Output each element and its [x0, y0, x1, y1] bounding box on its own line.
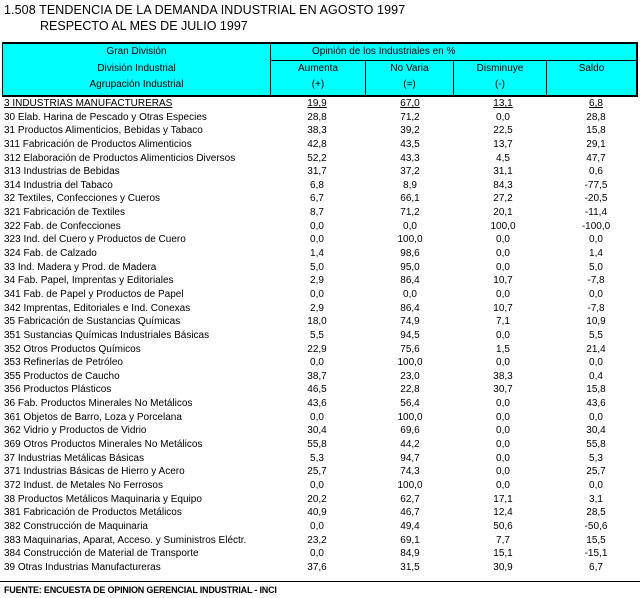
table-body	[0, 97, 640, 574]
cell-no-varia: 75,6	[400, 343, 420, 355]
table-row-total	[0, 97, 640, 111]
table-row	[0, 274, 640, 288]
row-name: 3 INDUSTRIAS MANUFACTURERAS	[4, 98, 173, 109]
cell-disminuye: 4,5	[496, 152, 510, 164]
cell-disminuye: 50,6	[493, 520, 513, 532]
row-name: 312 Elaboración de Productos Alimenticios Diversos	[4, 152, 236, 164]
cell-aumenta: 30,4	[307, 425, 327, 437]
cell-no-varia: 69,6	[400, 425, 420, 437]
cell-saldo: 0,6	[589, 166, 603, 178]
cell-no-varia: 23,0	[400, 370, 420, 382]
cell-saldo: 15,8	[586, 125, 606, 137]
table-row	[0, 261, 640, 275]
cell-disminuye: 10,7	[493, 275, 513, 287]
table-row	[0, 506, 640, 520]
row-name: 33 Ind. Madera y Prod. de Madera	[4, 261, 157, 273]
cell-saldo: 47,7	[586, 152, 606, 164]
cell-saldo: 28,5	[586, 507, 606, 519]
cell-aumenta: 2,9	[310, 275, 324, 287]
table-row	[0, 192, 640, 206]
row-name: 356 Productos Plásticos	[4, 384, 112, 396]
cell-aumenta: 28,8	[307, 111, 327, 123]
cell-disminuye: 38,3	[493, 370, 513, 382]
cell-disminuye: 20,1	[493, 207, 513, 219]
cell-saldo: 21,4	[586, 343, 606, 355]
row-name: 314 Industria del Tabaco	[4, 179, 113, 191]
row-name: 369 Otros Productos Minerales No Metálicos	[4, 439, 203, 451]
cell-disminuye: 0,0	[496, 288, 510, 300]
row-name: 381 Fabricación de Productos Metálicos	[4, 507, 182, 519]
table-row	[0, 411, 640, 425]
row-name: 384 Construcción de Material de Transporte	[4, 548, 199, 560]
cell-aumenta: 20,2	[307, 493, 327, 505]
header-agrupacion-industrial: Agrupación Industrial	[89, 79, 184, 90]
cell-aumenta: 0,0	[310, 548, 324, 560]
cell-saldo: 10,9	[586, 316, 606, 328]
cell-saldo: -50,6	[584, 520, 608, 532]
row-name: 322 Fab. de Confecciones	[4, 220, 121, 232]
table-row	[0, 165, 640, 179]
table-row	[0, 138, 640, 152]
cell-no-varia: 31,5	[400, 561, 420, 573]
row-name: 39 Otras Industrias Manufactureras	[4, 561, 161, 573]
row-name: 383 Maquinarias, Aparat, Acceso. y Suministros Eléctr.	[4, 534, 247, 546]
cell-no-varia: 94,5	[400, 329, 420, 341]
table-row	[0, 288, 640, 302]
cell-saldo: -100,0	[581, 220, 611, 232]
cell-no-varia: 56,4	[400, 398, 420, 410]
cell-saldo: -7,8	[587, 275, 605, 287]
table-row	[0, 247, 640, 261]
cell-disminuye: 0,0	[496, 248, 510, 260]
cell-disminuye: 0,0	[496, 439, 510, 451]
cell-aumenta: 37,6	[307, 561, 327, 573]
cell-saldo: -15,1	[584, 548, 608, 560]
row-name: 321 Fabricación de Textiles	[4, 207, 125, 219]
cell-saldo: 0,0	[589, 288, 603, 300]
cell-aumenta: 40,9	[307, 507, 327, 519]
cell-disminuye: 30,7	[493, 384, 513, 396]
table-header	[2, 42, 638, 97]
row-name: 352 Otros Productos Químicos	[4, 343, 141, 355]
table-row	[0, 479, 640, 493]
cell-no-varia: 66,1	[400, 193, 420, 205]
footer-divider	[0, 581, 640, 582]
cell-no-varia: 62,7	[400, 493, 420, 505]
cell-saldo: 5,0	[589, 261, 603, 273]
header-aumenta: Aumenta	[297, 63, 339, 74]
table-row	[0, 561, 640, 575]
cell-no-varia: 94,7	[400, 452, 420, 464]
cell-disminuye: 0,0	[496, 234, 510, 246]
cell-aumenta: 18,0	[307, 316, 327, 328]
cell-no-varia: 100,0	[397, 234, 423, 246]
cell-aumenta: 38,7	[307, 370, 327, 382]
cell-saldo: -77,5	[584, 179, 608, 191]
cell-disminuye: 7,1	[496, 316, 510, 328]
cell-aumenta: 6,8	[310, 179, 324, 191]
table-row	[0, 356, 640, 370]
cell-aumenta: 6,7	[310, 193, 324, 205]
cell-no-varia: 86,4	[400, 275, 420, 287]
cell-aumenta: 2,9	[310, 302, 324, 314]
cell-saldo: 0,0	[589, 411, 603, 423]
cell-disminuye: 30,9	[493, 561, 513, 573]
table-row	[0, 383, 640, 397]
row-name: 324 Fab. de Calzado	[4, 248, 97, 260]
cell-disminuye: 0,0	[496, 398, 510, 410]
cell-aumenta: 52,2	[307, 152, 327, 164]
cell-disminuye: 10,7	[493, 302, 513, 314]
cell-saldo: 15,8	[586, 384, 606, 396]
row-name: 31 Productos Alimenticios, Bebidas y Tabaco	[4, 125, 203, 137]
cell-aumenta: 25,7	[307, 466, 327, 478]
cell-disminuye: 0,0	[496, 466, 510, 478]
cell-saldo: -20,5	[584, 193, 608, 205]
table-row	[0, 465, 640, 479]
row-name: 362 Vidrio y Productos de Vidrio	[4, 425, 147, 437]
row-name: 341 Fab. de Papel y Productos de Papel	[4, 288, 184, 300]
table-row	[0, 520, 640, 534]
table-title: 1.508 TENDENCIA DE LA DEMANDA INDUSTRIAL EN AGOSTO 1997	[4, 3, 406, 17]
cell-no-varia: 98,6	[400, 248, 420, 260]
cell-no-varia: 8,9	[403, 179, 417, 191]
table-row	[0, 111, 640, 125]
cell-disminuye: 84,3	[493, 179, 513, 191]
cell-saldo: 30,4	[586, 425, 606, 437]
cell-aumenta: 5,0	[310, 261, 324, 273]
cell-disminuye: 13,7	[493, 138, 513, 150]
table-row	[0, 370, 640, 384]
source-note: FUENTE: ENCUESTA DE OPINION GERENCIAL INDUSTRIAL - INCI	[4, 585, 277, 595]
cell-disminuye: 7,7	[496, 534, 510, 546]
cell-no-varia: 86,4	[400, 302, 420, 314]
cell-saldo: -11,4	[584, 207, 608, 219]
row-name: 382 Construcción de Maquinaria	[4, 520, 148, 532]
cell-aumenta: 1,4	[310, 248, 324, 260]
cell-saldo: 55,8	[586, 439, 606, 451]
cell-aumenta: 0,0	[310, 288, 324, 300]
row-name: 372 Indust. de Metales No Ferrosos	[4, 479, 163, 491]
row-name: 35 Fabricación de Sustancias Químicas	[4, 316, 181, 328]
cell-disminuye: 1,5	[496, 343, 510, 355]
cell-no-varia: 46,7	[400, 507, 420, 519]
header-aumenta-sign: (+)	[311, 79, 325, 90]
cell-disminuye: 0,0	[496, 425, 510, 437]
cell-no-varia: 67,0	[400, 98, 420, 109]
cell-saldo: 6,8	[589, 98, 603, 109]
row-name: 30 Elab. Harina de Pescado y Otras Especies	[4, 111, 207, 123]
cell-disminuye: 0,0	[496, 452, 510, 464]
cell-disminuye: 100,0	[490, 220, 516, 232]
cell-aumenta: 0,0	[310, 411, 324, 423]
cell-disminuye: 27,2	[493, 193, 513, 205]
cell-saldo: 0,0	[589, 479, 603, 491]
row-name: 371 Industrias Básicas de Hierro y Acero	[4, 466, 185, 478]
header-division-industrial: División Industrial	[97, 63, 176, 74]
cell-no-varia: 71,2	[400, 111, 420, 123]
row-name: 311 Fabricación de Productos Alimenticios	[4, 138, 192, 150]
cell-disminuye: 0,0	[496, 411, 510, 423]
cell-no-varia: 100,0	[397, 411, 423, 423]
table-row	[0, 329, 640, 343]
cell-no-varia: 43,3	[400, 152, 420, 164]
row-name: 38 Productos Metálicos Maquinaria y Equipo	[4, 493, 202, 505]
cell-no-varia: 22,8	[400, 384, 420, 396]
cell-aumenta: 31,7	[307, 166, 327, 178]
cell-aumenta: 0,0	[310, 357, 324, 369]
cell-no-varia: 43,5	[400, 138, 420, 150]
row-name: 323 Ind. del Cuero y Productos de Cuero	[4, 234, 186, 246]
cell-disminuye: 13,1	[493, 98, 513, 109]
cell-aumenta: 19,9	[307, 98, 327, 109]
cell-aumenta: 43,6	[307, 398, 327, 410]
cell-aumenta: 23,2	[307, 534, 327, 546]
table-row	[0, 302, 640, 316]
table-row	[0, 233, 640, 247]
cell-disminuye: 0,0	[496, 479, 510, 491]
cell-no-varia: 71,2	[400, 207, 420, 219]
row-name: 313 Industrias de Bebidas	[4, 166, 120, 178]
cell-saldo: 29,1	[586, 138, 606, 150]
table-row	[0, 452, 640, 466]
cell-saldo: 6,7	[589, 561, 603, 573]
header-saldo: Saldo	[578, 63, 605, 74]
table-row	[0, 179, 640, 193]
cell-no-varia: 100,0	[397, 357, 423, 369]
cell-disminuye: 0,0	[496, 261, 510, 273]
header-disminuye: Disminuye	[476, 63, 524, 74]
table-row	[0, 220, 640, 234]
cell-aumenta: 22,9	[307, 343, 327, 355]
cell-aumenta: 42,8	[307, 138, 327, 150]
row-name: 37 Industrias Metálicas Básicas	[4, 452, 145, 464]
header-disminuye-sign: (-)	[495, 79, 505, 90]
cell-saldo: 28,8	[586, 111, 606, 123]
table-row	[0, 424, 640, 438]
cell-aumenta: 0,0	[310, 479, 324, 491]
table-row	[0, 343, 640, 357]
cell-saldo: 0,0	[589, 357, 603, 369]
row-name: 353 Refinerías de Petróleo	[4, 357, 123, 369]
table-row	[0, 547, 640, 561]
row-name: 361 Objetos de Barro, Loza y Porcelana	[4, 411, 182, 423]
cell-no-varia: 0,0	[403, 288, 417, 300]
table-row	[0, 397, 640, 411]
cell-saldo: 0,4	[589, 370, 603, 382]
cell-no-varia: 37,2	[400, 166, 420, 178]
table-row	[0, 206, 640, 220]
cell-aumenta: 0,0	[310, 220, 324, 232]
row-name: 36 Fab. Productos Minerales No Metálicos	[4, 398, 193, 410]
header-group-opinion: Opinión de los Industriales en %	[312, 46, 456, 57]
cell-no-varia: 74,9	[400, 316, 420, 328]
cell-aumenta: 5,5	[310, 329, 324, 341]
cell-saldo: 1,4	[589, 248, 603, 260]
cell-aumenta: 46,5	[307, 384, 327, 396]
row-name: 342 Imprentas, Editoriales e Ind. Conexas	[4, 302, 191, 314]
cell-no-varia: 100,0	[397, 479, 423, 491]
cell-disminuye: 0,0	[496, 111, 510, 123]
cell-disminuye: 17,1	[493, 493, 513, 505]
cell-aumenta: 38,3	[307, 125, 327, 137]
cell-saldo: 43,6	[586, 398, 606, 410]
cell-no-varia: 49,4	[400, 520, 420, 532]
table-row	[0, 152, 640, 166]
cell-saldo: 5,3	[589, 452, 603, 464]
cell-saldo: 25,7	[586, 466, 606, 478]
cell-aumenta: 8,7	[310, 207, 324, 219]
cell-saldo: -7,8	[587, 302, 605, 314]
row-name: 355 Productos de Caucho	[4, 370, 120, 382]
table-row	[0, 315, 640, 329]
cell-no-varia: 74,3	[400, 466, 420, 478]
cell-saldo: 15,5	[586, 534, 606, 546]
header-no-varia-sign: (=)	[403, 79, 416, 90]
cell-no-varia: 39,2	[400, 125, 420, 137]
cell-aumenta: 55,8	[307, 439, 327, 451]
row-name: 34 Fab. Papel, Imprentas y Editoriales	[4, 275, 174, 287]
cell-disminuye: 15,1	[493, 548, 513, 560]
cell-aumenta: 0,0	[310, 520, 324, 532]
table-row	[0, 438, 640, 452]
header-gran-division: Gran División	[106, 46, 167, 57]
cell-saldo: 0,0	[589, 234, 603, 246]
cell-aumenta: 0,0	[310, 234, 324, 246]
cell-disminuye: 0,0	[496, 357, 510, 369]
cell-disminuye: 0,0	[496, 329, 510, 341]
table-row	[0, 124, 640, 138]
cell-disminuye: 31,1	[493, 166, 513, 178]
cell-no-varia: 69,1	[400, 534, 420, 546]
cell-saldo: 5,5	[589, 329, 603, 341]
cell-no-varia: 95,0	[400, 261, 420, 273]
row-name: 351 Sustancias Químicas Industriales Básicas	[4, 329, 210, 341]
cell-disminuye: 22,5	[493, 125, 513, 137]
cell-no-varia: 0,0	[403, 220, 417, 232]
table-subtitle: RESPECTO AL MES DE JULIO 1997	[40, 19, 248, 33]
cell-no-varia: 44,2	[400, 439, 420, 451]
cell-no-varia: 84,9	[400, 548, 420, 560]
cell-saldo: 3,1	[589, 493, 603, 505]
cell-disminuye: 12,4	[493, 507, 513, 519]
header-no-varia: No Varia	[390, 63, 429, 74]
cell-aumenta: 5,3	[310, 452, 324, 464]
table-row	[0, 493, 640, 507]
table-row	[0, 534, 640, 548]
row-name: 32 Textiles, Confecciones y Cueros	[4, 193, 161, 205]
